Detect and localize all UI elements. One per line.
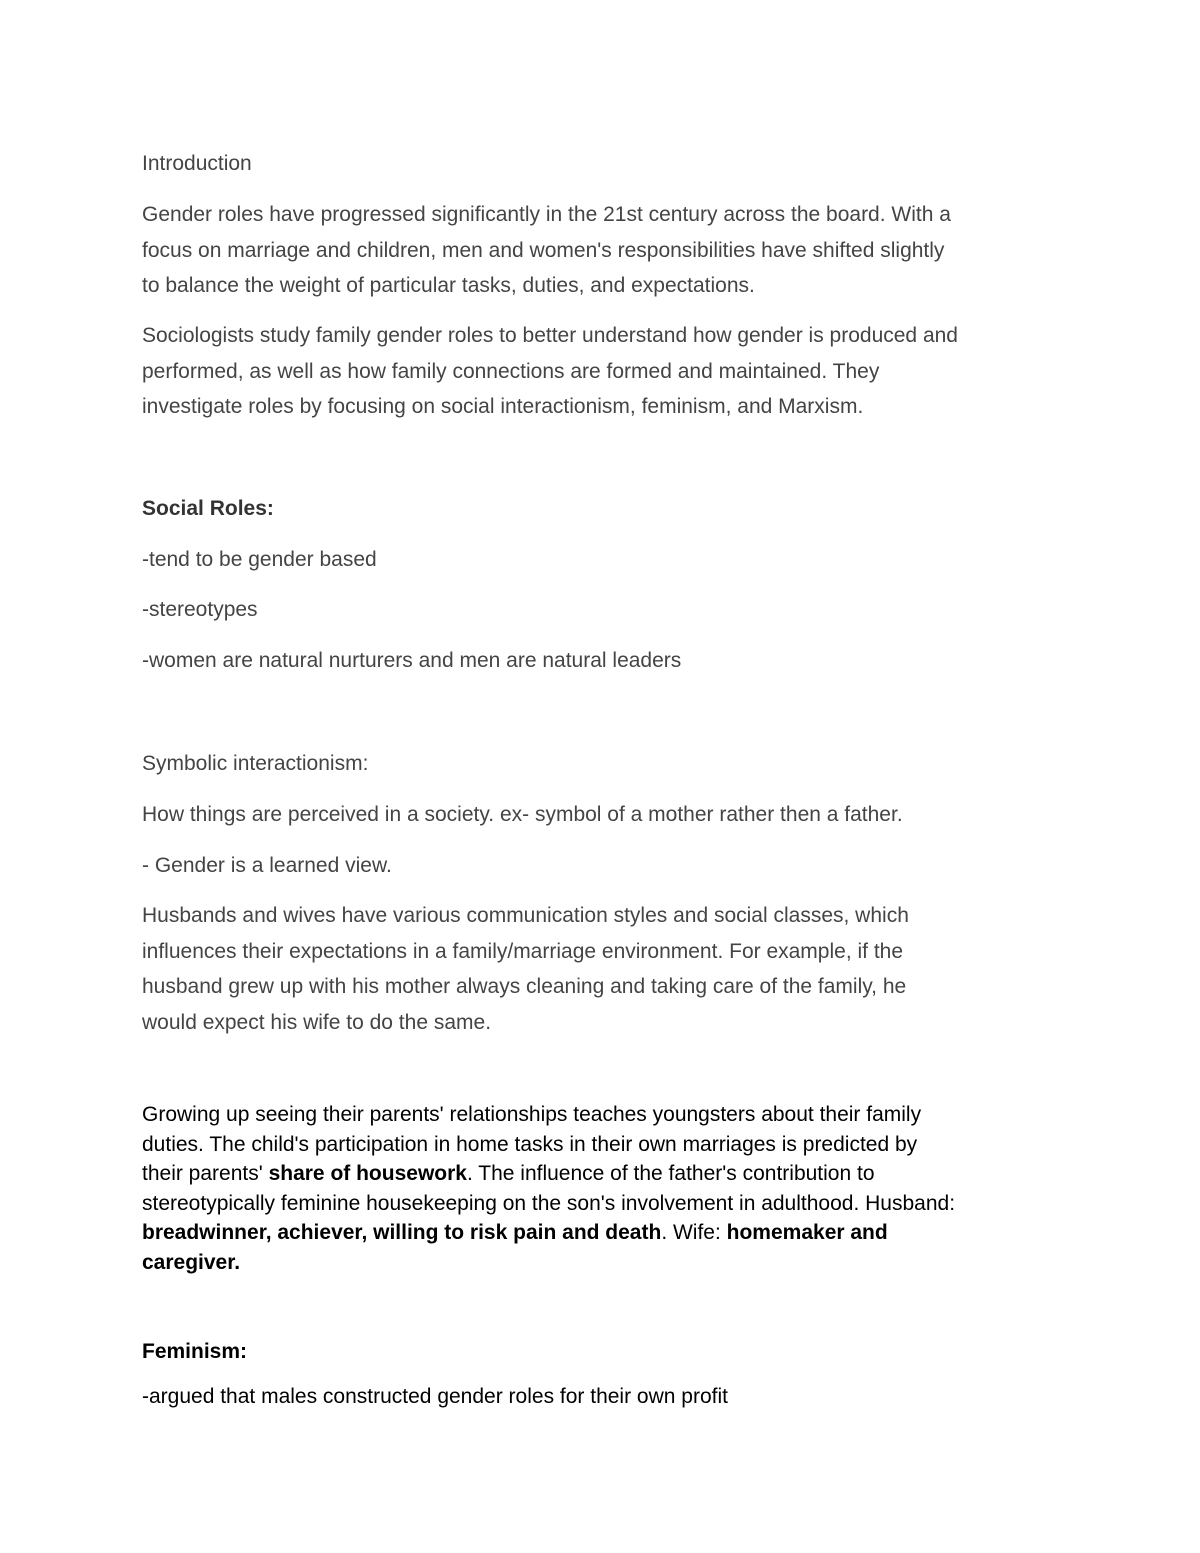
bold-run: share of housework <box>268 1162 467 1185</box>
text-line: influences their expectations in a family/marriage environment. For example, if the <box>142 939 904 963</box>
bold-run: caregiver. <box>142 1250 241 1274</box>
text-line: would expect his wife to do the same. <box>142 1010 492 1034</box>
symbolic-paragraph <box>142 898 1072 1040</box>
growing-paragraph <box>142 1100 1072 1277</box>
symbolic-line-2: - Gender is a learned view. <box>142 854 392 877</box>
text-line: Gender roles have progressed significantly in the 21st century across the board. With a <box>142 203 951 226</box>
bold-run: breadwinner, achiever, willing to risk pain and death <box>142 1221 662 1244</box>
text-line: focus on marriage and children, men and women's responsibilities have shifted slightly <box>142 238 945 262</box>
text-run: . The influence of the father's contribution to <box>466 1162 875 1185</box>
social-roles-item: -stereotypes <box>142 598 258 621</box>
text-line: to balance the weight of particular tasks, duties, and expectations. <box>142 274 755 297</box>
bold-run: homemaker and <box>726 1221 888 1244</box>
text-line: duties. The child's participation in home tasks in their own marriages is predicted by <box>142 1132 918 1156</box>
text-line: Sociologists study family gender roles to better understand how gender is produced and <box>142 324 958 347</box>
text-line <box>142 1218 1072 1248</box>
social-roles-heading: Social Roles: <box>142 497 274 520</box>
text-line <box>142 1159 1072 1189</box>
text-run: their parents' <box>142 1162 269 1185</box>
social-roles-item: -women are natural nurturers and men are natural leaders <box>142 649 682 672</box>
intro-paragraph-1 <box>142 197 1072 304</box>
text-line: husband grew up with his mother always cleaning and taking care of the family, he <box>142 975 907 998</box>
symbolic-heading: Symbolic interactionism: <box>142 752 369 775</box>
text-line <box>142 1248 1072 1278</box>
text-line: performed, as well as how family connections are formed and maintained. They <box>142 359 880 383</box>
text-line: stereotypically feminine housekeeping on the son's involvement in adulthood. Husband: <box>142 1191 956 1215</box>
symbolic-line-1: How things are perceived in a society. ex- symbol of a mother rather then a father. <box>142 803 903 826</box>
feminism-item: -argued that males constructed gender roles for their own profit <box>142 1385 728 1408</box>
text-line: investigate roles by focusing on social interactionism, feminism, and Marxism. <box>142 395 864 418</box>
text-run: . Wife: <box>661 1221 727 1244</box>
intro-paragraph-2 <box>142 318 1072 425</box>
text-line: Husbands and wives have various communication styles and social classes, which <box>142 904 909 927</box>
intro-heading: Introduction <box>142 152 252 175</box>
social-roles-item: -tend to be gender based <box>142 548 377 571</box>
feminism-heading: Feminism: <box>142 1340 248 1363</box>
text-line: Growing up seeing their parents' relationships teaches youngsters about their family <box>142 1103 922 1126</box>
